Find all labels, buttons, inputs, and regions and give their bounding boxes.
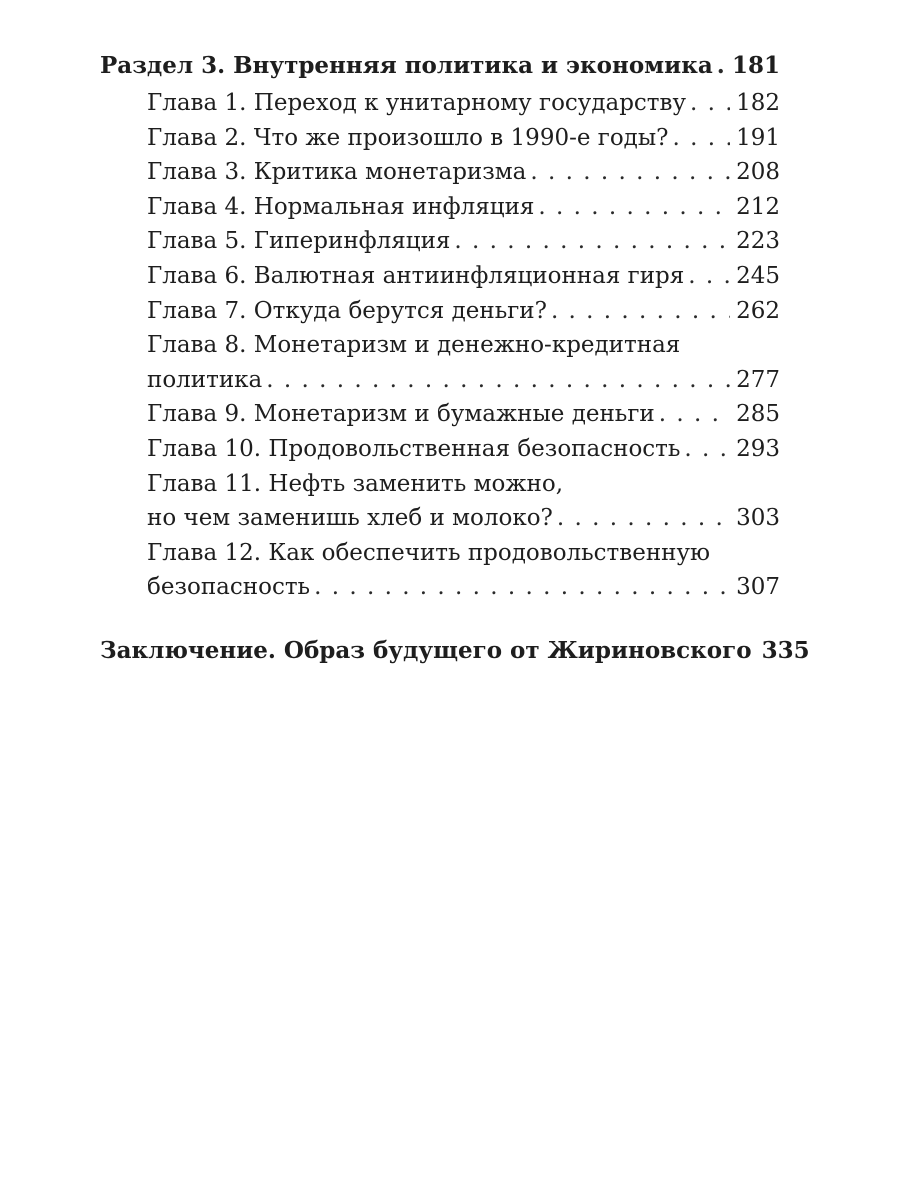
chapter-page-number: 262 [736, 297, 780, 324]
chapter-title-line1: Глава 8. Монетаризм и денежно-кредитная [147, 332, 681, 359]
chapter-title-line2-row [100, 570, 780, 605]
chapter-page-number: 277 [736, 366, 780, 393]
leader-dots [690, 86, 730, 121]
leader-dots [659, 397, 730, 432]
chapter-title: Глава 4. Нормальная инфляция [147, 193, 535, 220]
chapter-title: Глава 10. Продовольственная безопасность [147, 435, 681, 462]
chapter-page-number: 293 [736, 435, 780, 462]
toc-chapter-entry [100, 259, 780, 294]
toc-chapter-entry-multiline [100, 467, 780, 536]
chapter-page-number: 212 [736, 193, 780, 220]
leader-dots [266, 363, 730, 398]
leader-dots [454, 224, 730, 259]
toc-chapter-entry-multiline [100, 328, 780, 397]
chapter-title: Глава 5. Гиперинфляция [147, 228, 451, 255]
chapter-page-number: 182 [736, 90, 780, 116]
chapter-title-line2-row [100, 501, 780, 536]
toc-chapter-entry [100, 155, 780, 190]
leader-dots [717, 46, 726, 86]
toc-chapter-entry [100, 224, 780, 259]
conclusion-page-number: 335 [761, 636, 810, 664]
leader-dots [314, 570, 730, 605]
chapter-page-number: 303 [736, 505, 780, 532]
toc-chapter-entry [100, 190, 780, 225]
chapter-page-number: 245 [736, 262, 780, 289]
chapter-title: Глава 7. Откуда берутся деньги? [147, 297, 547, 324]
toc-chapter-entry-multiline [100, 536, 780, 605]
leader-dots [684, 432, 730, 467]
section-spacer [100, 605, 780, 631]
chapter-title-line2: безопасность [147, 574, 311, 601]
chapter-title-line2: политика [147, 366, 263, 393]
toc-chapter-entry [100, 294, 780, 329]
section-page-number: 181 [731, 52, 780, 79]
leader-dots [538, 190, 730, 225]
conclusion-title: Заключение. Образ будущего от Жириновского [100, 636, 752, 664]
chapter-title: Глава 2. Что же произошло в 1990-е годы? [147, 124, 669, 151]
chapter-page-number: 223 [736, 228, 780, 255]
chapter-title-line2: но чем заменишь хлеб и молоко? [147, 505, 553, 532]
chapter-page-number: 191 [736, 124, 780, 151]
chapter-title-line1: Глава 11. Нефть заменить можно, [147, 470, 563, 497]
section-title: Раздел 3. Внутренняя политика и экономика [100, 52, 713, 79]
toc-chapter-entry [100, 121, 780, 156]
toc-section-entry [100, 46, 780, 86]
leader-dots [688, 259, 730, 294]
toc-chapter-entry [100, 432, 780, 467]
leader-dots [557, 501, 730, 536]
toc-conclusion-entry [100, 631, 810, 671]
chapter-title: Глава 3. Критика монетаризма [147, 159, 527, 186]
chapter-title: Глава 9. Монетаризм и бумажные деньги [147, 401, 655, 428]
chapter-page-number: 208 [736, 159, 780, 186]
chapter-page-number: 307 [736, 574, 780, 601]
chapter-title-line1: Глава 12. Как обеспечить продовольственную [147, 539, 711, 566]
leader-dots [530, 155, 730, 190]
chapter-title: Глава 1. Переход к унитарному государству [147, 90, 687, 116]
chapter-title: Глава 6. Валютная антиинфляционная гиря [147, 262, 685, 289]
chapter-page-number: 285 [736, 401, 780, 428]
table-of-contents [100, 46, 810, 671]
leader-dots [672, 121, 730, 156]
leader-dots [551, 294, 730, 329]
chapter-title-line2-row [100, 363, 780, 398]
toc-chapter-entry [100, 397, 780, 432]
toc-chapter-entry [100, 86, 780, 121]
